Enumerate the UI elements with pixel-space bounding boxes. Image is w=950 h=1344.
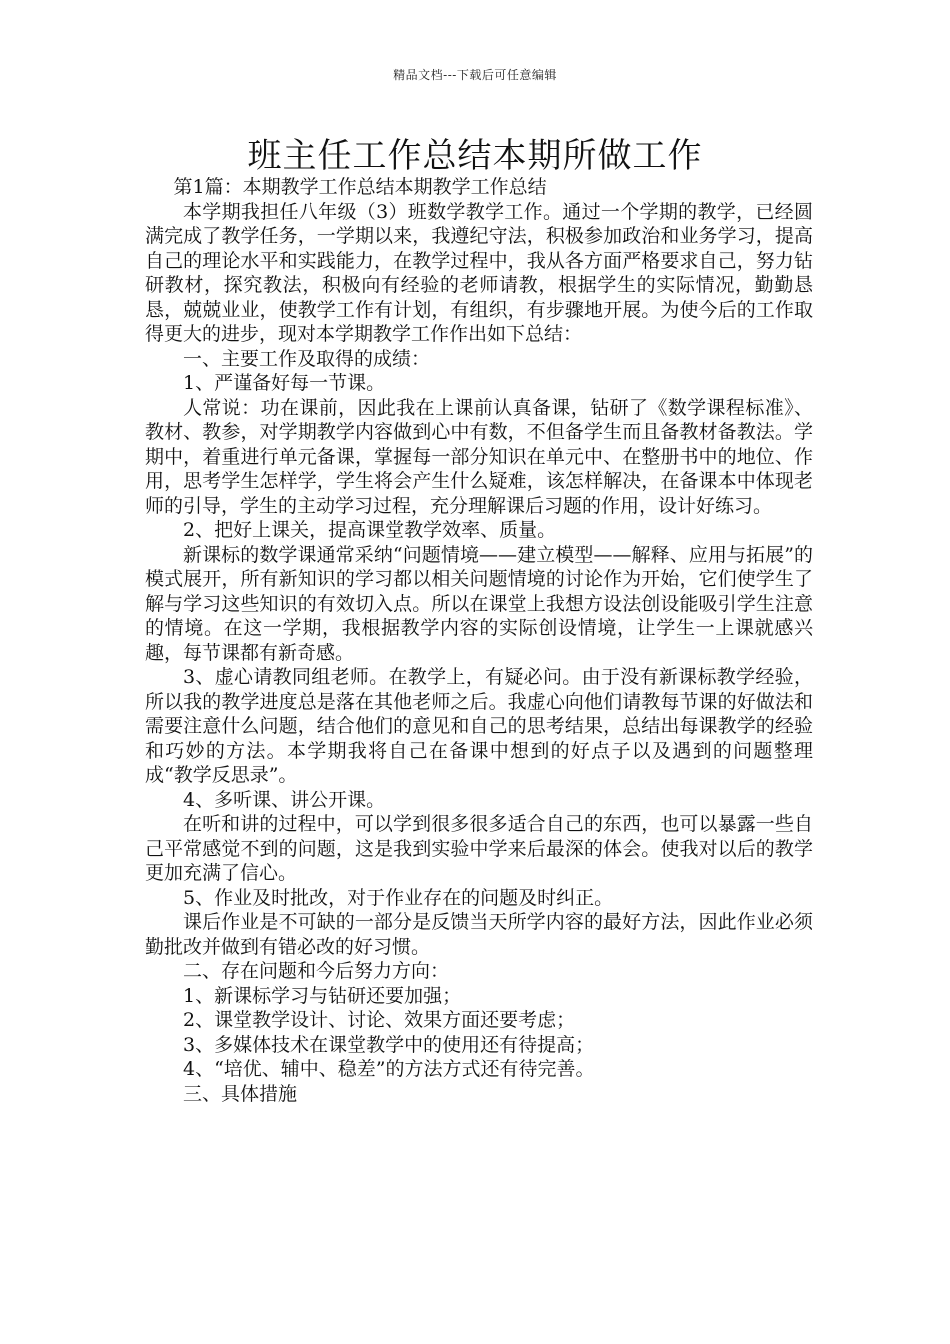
document-body — [145, 175, 813, 1106]
item-heading: 5、作业及时批改，对于作业存在的问题及时纠正。 — [183, 886, 614, 909]
item-heading: 1、严谨备好每一节课。 — [183, 372, 386, 394]
header-note: 精品文档---下载后可任意编辑 — [393, 68, 557, 82]
section-heading: 第1篇：本期教学工作总结本期教学工作总结 — [173, 176, 547, 198]
section-heading: 二、存在问题和今后努力方向： — [183, 960, 450, 982]
list-item: 2、课堂教学设计、讨论、效果方面还要考虑； — [183, 1009, 576, 1031]
body-paragraph: 3、虚心请教同组老师。在教学上，有疑必问。由于没有新课标教学经验，所以我的教学进度总是落在其他老师之后。我虚心向他们请教每节课的好做法和需要注意什么问题，结合他们的意见和自己的思考结果，总结出每课教学的经验和巧妙的方法。本学期我将自己在备课中想到的好点子以及遇到的问题整理成“教学反思录”。 — [145, 666, 813, 786]
list-item: 4、“培优、辅中、稳差”的方法方式还有待完善。 — [183, 1058, 595, 1080]
body-paragraph: 课后作业是不可缺的一部分是反馈当天所学内容的最好方法，因此作业必须勤批改并做到有错必改的好习惯。 — [145, 911, 813, 958]
section-heading: 一、主要工作及取得的成绩： — [183, 347, 431, 370]
item-heading: 4、多听课、讲公开课。 — [183, 788, 386, 811]
body-paragraph: 人常说：功在课前，因此我在上课前认真备课，钻研了《数学课程标准》、教材、教参，对学期教学内容做到心中有数，不但备学生而且备教材备教法。学期中，着重进行单元备课，掌握每一部分知识在单元中、在整册书中的地位、作用，思考学生怎样学，学生将会产生什么疑难，该怎样解决，在备课本中体现老师的引导，学生的主动学习过程，充分理解课后习题的作用，设计好练习。 — [145, 396, 813, 517]
intro-paragraph: 本学期我担任八年级（3）班数学教学工作。通过一个学期的教学，已经圆满完成了教学任务，一学期以来，我遵纪守法，积极参加政治和业务学习，提高自己的理论水平和实践能力，在教学过程中，我从各方面严格要求自己，努力钻研教材，探究教法，积极向有经验的老师请教，根据学生的实际情况，勤勤恳恳，兢兢业业，使教学工作有计划，有组织，有步骤地开展。为使今后的工作取得更大的进步，现对本学期教学工作作出如下总结： — [145, 200, 813, 345]
list-item: 3、多媒体技术在课堂教学中的使用还有待提高； — [183, 1033, 595, 1056]
section-heading: 三、具体措施 — [183, 1082, 298, 1105]
item-heading: 2、把好上课关，提高课堂教学效率、质量。 — [183, 519, 557, 541]
list-item: 1、新课标学习与钻研还要加强； — [183, 984, 462, 1007]
body-paragraph: 新课标的数学课通常采纳“问题情境——建立模型——解释、应用与拓展”的模式展开，所有新知识的学习都以相关问题情境的讨论作为开始，它们使学生了解与学习这些知识的有效切入点。所以在课堂上我想方设法创设能吸引学生注意的情境。在这一学期，我根据教学内容的实际创设情境，让学生一上课就感兴趣，每节课都有新奇感。 — [145, 543, 813, 664]
body-paragraph: 在听和讲的过程中，可以学到很多很多适合自己的东西，也可以暴露一些自己平常感觉不到的问题，这是我到实验中学来后最深的体会。使我对以后的教学更加充满了信心。 — [145, 813, 813, 884]
document-title: 班主任工作总结本期所做工作 — [247, 136, 703, 176]
